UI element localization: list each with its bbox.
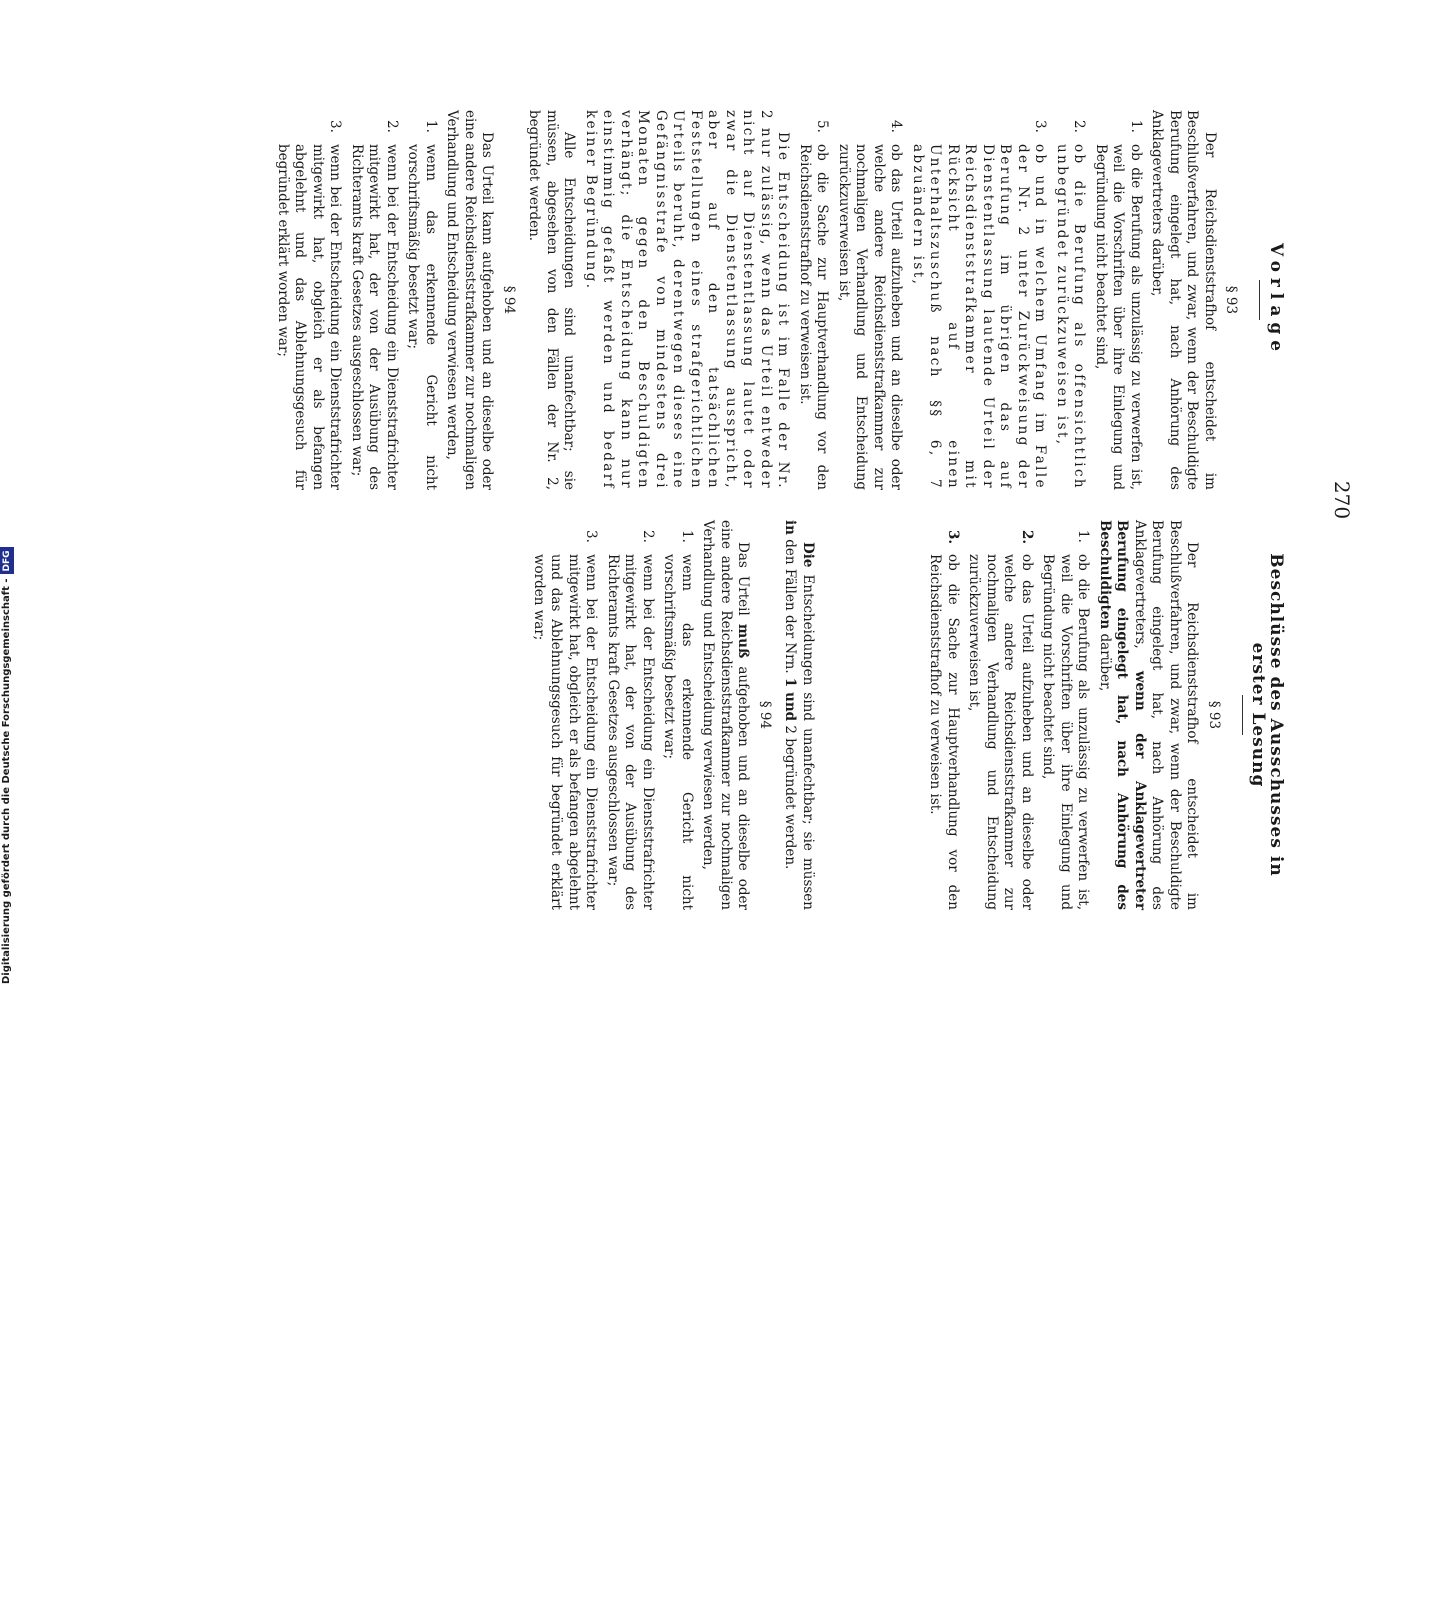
list-item: 1. wenn das erkennende Gericht nicht vorschriftsmäßig besetzt war; — [404, 110, 439, 490]
section-94-title: § 94 — [756, 520, 774, 910]
footer-text: Digitalisierung gefördert durch die Deutsche Forschungsgemeinschaft - — [1, 578, 12, 984]
section-93-paragraph-3: Alle Entscheidungen sind unanfechtbar; sie müssen, abgesehen von den Fällen der Nr. 2, begründet werden. — [525, 110, 578, 490]
header-rule — [1242, 695, 1243, 735]
section-93-intro: Der Reichsdienststrafhof entscheidet im Beschlußverfahren, und zwar, wenn der Beschuldigte Berufung eingelegt hat, nach Anhörung des Anklagevertreters darüber, — [1148, 110, 1218, 490]
column-vorlage — [270, 110, 1434, 490]
list-item: 2. ob das Urteil aufzuheben und an dieselbe oder welche andere Reichsdienststrafkammer zur nochmaligen Verhandlung und Entscheidung zurückzuverweisen ist, — [965, 520, 1035, 910]
section-93-paragraph-2: Die Entscheidung ist im Falle der Nr. 2 nur zulässig, wenn das Urteil entweder nicht auf Dienstentlassung lautet oder zwar die Dienstentlassung ausspricht, aber auf den tatsächlichen Feststellungen eines strafgerichtlichen Urteils beruht, derentwegen dieses eine Gefängnisstrafe von mindestens drei Monaten gegen den Beschuldigten verhängt; die Entscheidung kann nur einstimmig gefaßt werden und bedarf keiner Begründung. — [582, 110, 792, 490]
column-header-vorlage: Vorlage — [1267, 110, 1285, 490]
list-item: 2. ob die Berufung als offensichtlich unbegründet zurückzuweisen ist, — [1053, 110, 1088, 490]
list-item: 1. ob die Berufung als unzulässig zu verwerfen ist, weil die Vorschriften über ihre Einlegung und Begründung nicht beachtet sind, — [1039, 520, 1092, 910]
section-94-intro: Das Urteil muß aufgehoben und an dieselbe oder eine andere Reichsdienststrafkammer zur nochmaligen Verhandlung und Entscheidung verwiesen werden, — [699, 520, 752, 910]
section-93-title: § 93 — [1222, 110, 1240, 490]
list-item: 2. wenn bei der Entscheidung ein Dienststrafrichter mitgewirkt hat, der von der Ausübung des Richteramts kraft Gesetzes ausgeschlossen war; — [348, 110, 401, 490]
section-93-title: § 93 — [1205, 520, 1223, 910]
list-item: 4. ob das Urteil aufzuheben und an dieselbe oder welche andere Reichsdienststrafkammer zur nochmaligen Verhandlung und Entscheidung zurückzuverweisen ist, — [835, 110, 905, 490]
list-item: 2. wenn bei der Entscheidung ein Dienststrafrichter mitgewirkt hat, der von der Ausübung des Richteramts kraft Gesetzes ausgeschlossen war; — [604, 520, 657, 910]
header-rule — [1260, 280, 1261, 320]
section-93-intro: Der Reichsdienststrafhof entscheidet im Beschlußverfahren, und zwar, wenn der Beschuldigte Berufung eingelegt hat, nach Anhörung des Anklagevertreters, wenn der Anklagevertreter Berufung eingelegt hat, nach Anhörung des Beschuldigten darüber, — [1096, 520, 1201, 910]
section-94-title: § 94 — [500, 110, 518, 490]
column-beschluesse — [526, 520, 1434, 910]
section-93-paragraph-2: Die Entscheidungen sind unanfechtbar; sie müssen in den Fällen der Nrn. 1 und 2 begründet werden. — [781, 520, 816, 910]
section-94-intro: Das Urteil kann aufgehoben und an dieselbe oder eine andere Reichsdienststrafkammer zur nochmaligen Verhandlung und Entscheidung verwiesen werden, — [443, 110, 496, 490]
page-number: 270 — [1330, 480, 1354, 520]
list-item: 1. wenn das erkennende Gericht nicht vorschriftsmäßig besetzt war; — [660, 520, 695, 910]
list-item: 3. wenn bei der Entscheidung ein Dienststrafrichter mitgewirkt hat, obgleich er als befangen abgelehnt und das Ablehnungsgesuch für begründet erklärt worden war; — [274, 110, 344, 490]
list-item: 5. ob die Sache zur Hauptverhandlung vor den Reichsdienststrafhof zu verweisen ist. — [796, 110, 831, 490]
digitization-footer — [0, 984, 14, 1624]
list-item: 3. ob und in welchem Umfang im Falle der Nr. 2 unter Zurückweisung der Berufung im übrigen das auf Dienstentlassung lautende Urteil der Reichsdienststrafkammer mit Rücksicht auf einen Unterhaltszuschuß nach §§ 6, 7 abzuändern ist, — [909, 110, 1049, 490]
column-header-beschluesse: Beschlüsse des Ausschusses in erster Lesung — [1249, 520, 1284, 910]
list-item: 1. ob die Berufung als unzulässig zu verwerfen ist, weil die Vorschriften über ihre Einlegung und Begründung nicht beachtet sind, — [1092, 110, 1145, 490]
dfg-logo: DFG — [0, 547, 14, 574]
list-item: 3. wenn bei der Entscheidung ein Dienststrafrichter mitgewirkt hat, obgleich er als befangen abgelehnt und das Ablehnungsgesuch für begründet erklärt worden war; — [530, 520, 600, 910]
list-item: 3. ob die Sache zur Hauptverhandlung vor den Reichsdienststrafhof zu verweisen ist. — [926, 520, 961, 910]
